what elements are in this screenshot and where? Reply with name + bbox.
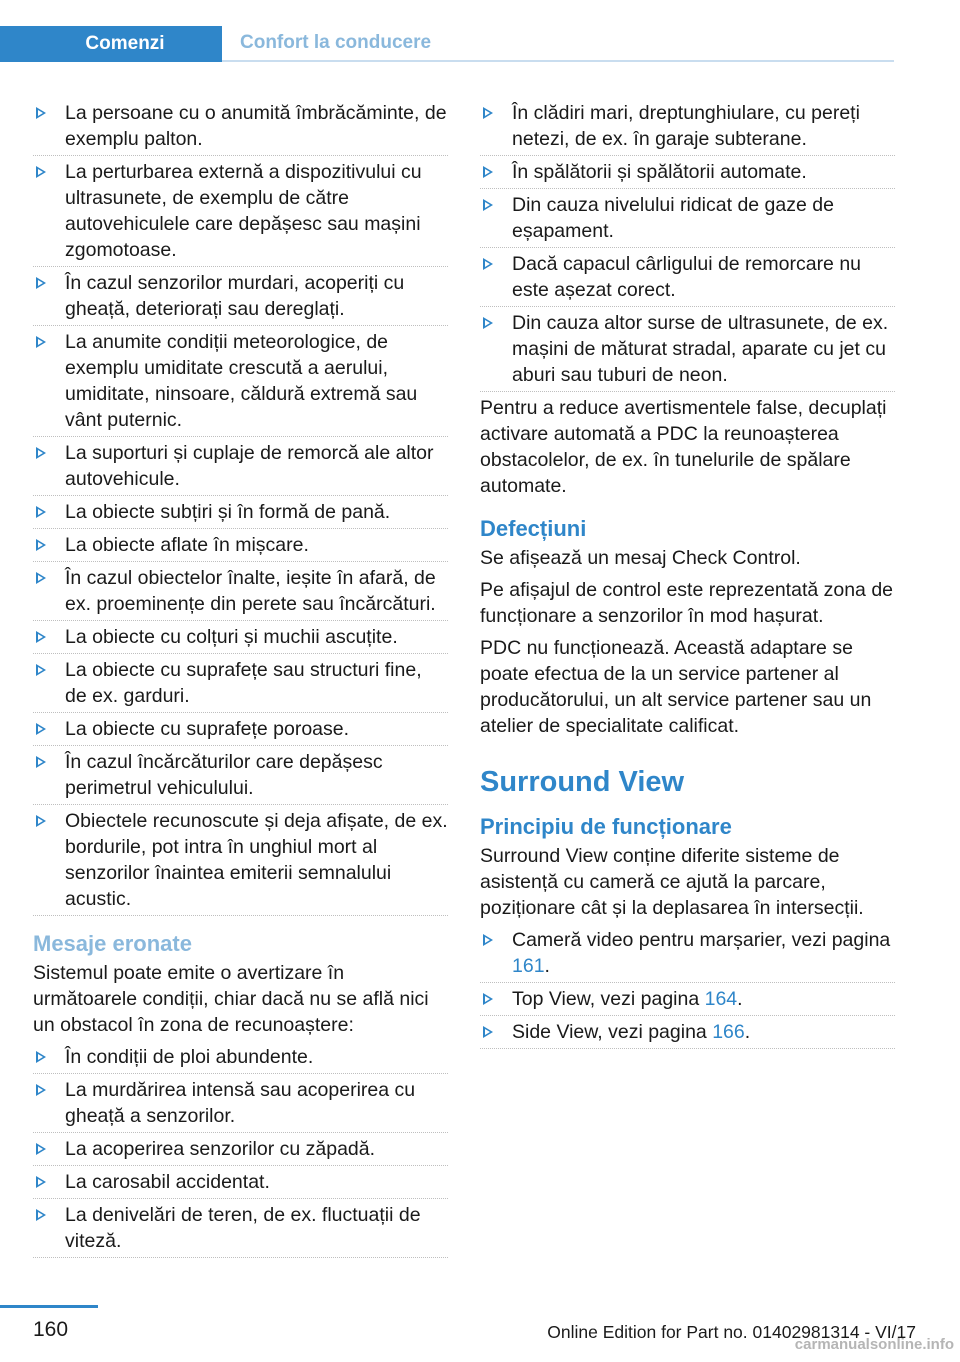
triangle-bullet-icon xyxy=(36,723,46,735)
triangle-bullet-icon xyxy=(36,506,46,518)
list-item: Obiectele recunoscute și deja afișate, de ex. bordurile, pot intra în unghiul mort al senzorilor înaintea emiterii semnalului acustic. xyxy=(33,808,448,912)
list-item: La suporturi și cuplaje de remorcă ale altor autovehicule. xyxy=(33,440,448,492)
faults-paragraph-2: Pe afișajul de control este reprezentată zona de funcționare a senzorilor în mod hașurat. xyxy=(480,579,894,627)
limitations-list xyxy=(33,100,448,912)
triangle-bullet-icon xyxy=(36,539,46,551)
triangle-bullet-icon xyxy=(36,572,46,584)
principle-text: Surround View conține diferite sisteme de asistență cu cameră ce ajută la parcare, poziționare cât și la deplasarea în intersecții. xyxy=(480,845,864,919)
triangle-bullet-icon xyxy=(483,166,493,178)
list-item: Din cauza altor surse de ultrasunete, de ex. mașini de măturat stradal, aparate cu jet cu aburi sau tuburi de neon. xyxy=(480,310,895,388)
camera-systems-list xyxy=(480,927,895,1045)
left-column xyxy=(33,100,448,1261)
list-item: La perturbarea externă a dispozitivului cu ultrasunete, de exemplu de către autovehiculele care depășesc sau mașini zgomotoase. xyxy=(33,159,448,263)
triangle-bullet-icon xyxy=(36,336,46,348)
pdc-note: Pentru a reduce avertismentele false, decuplați activare automată a PDC la reunoașterea obstacolelor, de ex. în tunelurile de spălare automate. xyxy=(480,397,887,497)
triangle-bullet-icon xyxy=(483,107,493,119)
triangle-bullet-icon xyxy=(483,1026,493,1038)
list-item: La murdărirea intensă sau acoperirea cu gheață a senzorilor. xyxy=(33,1077,448,1129)
list-item: La obiecte aflate în mișcare. xyxy=(33,532,448,558)
list-item: Side View, vezi pagina 166. xyxy=(480,1019,895,1045)
triangle-bullet-icon xyxy=(483,199,493,211)
list-item: La denivelări de teren, de ex. fluctuații de viteză. xyxy=(33,1202,448,1254)
list-item: La obiecte cu suprafețe poroase. xyxy=(33,716,448,742)
watermark: carmanualsonline.info xyxy=(794,1336,954,1353)
list-item: Top View, vezi pagina 164. xyxy=(480,986,895,1012)
section-tab-confort: Confort la conducere xyxy=(222,26,894,62)
list-item: La persoane cu o anumită îmbrăcăminte, de exemplu palton. xyxy=(33,100,448,152)
page-link-161[interactable]: 161 xyxy=(512,955,545,977)
false-alarm-list-continued xyxy=(480,100,895,388)
list-item: În condiții de ploi abundente. xyxy=(33,1044,448,1070)
heading-surround-view: Surround View xyxy=(480,766,685,798)
list-item: În spălătorii și spălătorii automate. xyxy=(480,159,895,185)
triangle-bullet-icon xyxy=(36,1051,46,1063)
page-link-164[interactable]: 164 xyxy=(704,988,738,1010)
heading-mesaje-eronate: Mesaje eronate xyxy=(33,931,192,956)
list-item: În cazul încărcăturilor care depășesc perimetrul vehiculului. xyxy=(33,749,448,801)
list-item: În clădiri mari, dreptunghiulare, cu pereți netezi, de ex. în garaje subterane. xyxy=(480,100,895,152)
edition-note: Online Edition for Part no. 01402981314 - VI/17 xyxy=(547,1322,916,1342)
heading-principiu: Principiu de funcționare xyxy=(480,814,732,839)
triangle-bullet-icon xyxy=(36,107,46,119)
list-item: La obiecte cu colțuri și muchii ascuțite. xyxy=(33,624,448,650)
triangle-bullet-icon xyxy=(36,1084,46,1096)
triangle-bullet-icon xyxy=(36,815,46,827)
list-item: Dacă capacul cârligului de remorcare nu este așezat corect. xyxy=(480,251,895,303)
list-item: La obiecte cu suprafețe sau structuri fine, de ex. garduri. xyxy=(33,657,448,709)
list-item: Cameră video pentru marșarier, vezi pagina 161. xyxy=(480,927,895,979)
right-column xyxy=(480,100,895,1052)
false-alarm-list xyxy=(33,1044,448,1254)
list-item: În cazul senzorilor murdari, acoperiți cu gheață, deteriorați sau dereglați. xyxy=(33,270,448,322)
triangle-bullet-icon xyxy=(483,317,493,329)
list-item: La carosabil accidentat. xyxy=(33,1169,448,1195)
triangle-bullet-icon xyxy=(36,447,46,459)
triangle-bullet-icon xyxy=(483,934,493,946)
section-tab-comenzi: Comenzi xyxy=(0,26,222,62)
triangle-bullet-icon xyxy=(36,756,46,768)
footer-accent-line xyxy=(0,1305,98,1308)
faults-paragraph-1: Se afișează un mesaj Check Control. xyxy=(480,547,801,569)
triangle-bullet-icon xyxy=(483,258,493,270)
triangle-bullet-icon xyxy=(36,664,46,676)
heading-defectiuni: Defecțiuni xyxy=(480,516,587,541)
errors-intro: Sistemul poate emite o avertizare în următoarele condiții, chiar dacă nu se află nici un obstacol în zona de recunoaștere: xyxy=(33,962,429,1036)
triangle-bullet-icon xyxy=(36,166,46,178)
list-item: La anumite condiții meteorologice, de exemplu umiditate crescută a aerului, umiditate, ninsoare, căldură extremă sau vânt puternic. xyxy=(33,329,448,433)
list-item: În cazul obiectelor înalte, ieșite în afară, de ex. proeminențe din perete sau încărcături. xyxy=(33,565,448,617)
triangle-bullet-icon xyxy=(36,277,46,289)
page-header xyxy=(0,0,960,62)
faults-paragraph-3: PDC nu funcționează. Această adaptare se poate efectua de la un service partener al producătorului, un alt service partener sau un atelier de specialitate calificat. xyxy=(480,637,872,737)
triangle-bullet-icon xyxy=(36,1143,46,1155)
list-item: La obiecte subțiri și în formă de pană. xyxy=(33,499,448,525)
list-item: La acoperirea senzorilor cu zăpadă. xyxy=(33,1136,448,1162)
triangle-bullet-icon xyxy=(36,631,46,643)
page-link-166[interactable]: 166 xyxy=(712,1021,745,1043)
triangle-bullet-icon xyxy=(36,1176,46,1188)
page-number: 160 xyxy=(33,1318,69,1341)
triangle-bullet-icon xyxy=(36,1209,46,1221)
triangle-bullet-icon xyxy=(483,993,493,1005)
list-item: Din cauza nivelului ridicat de gaze de eșapament. xyxy=(480,192,895,244)
